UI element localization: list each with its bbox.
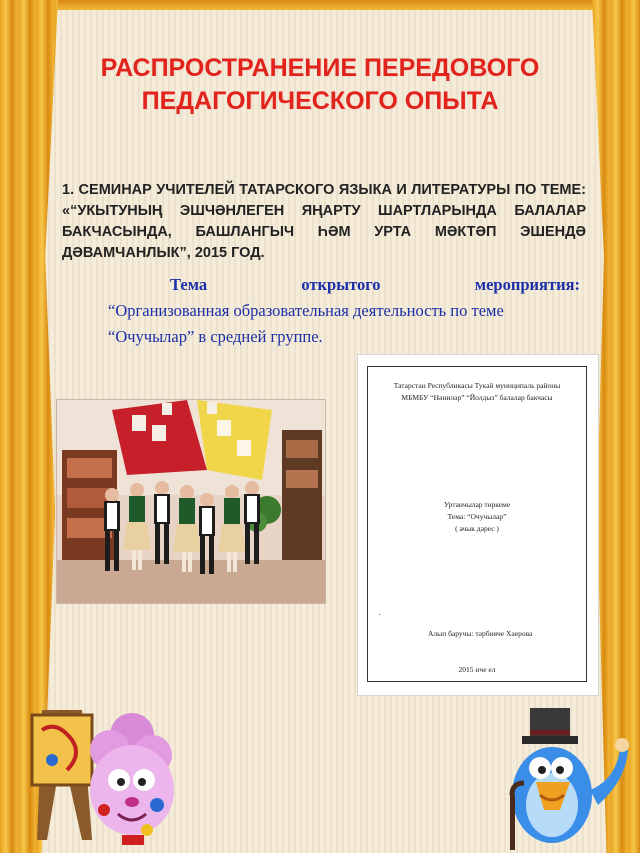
document-scan [358,355,598,695]
children-group-photo [56,399,326,604]
doc-header-line-1: Татарстан Республикасы Тукай муниципаль районы [393,381,561,390]
seminar-description: 1. СЕМИНАР УЧИТЕЛЕЙ ТАТАРСКОГО ЯЗЫКА И ЛИТЕРАТУРЫ ПО ТЕМЕ: «“УКЫТУНЫҢ ЭШЧӘНЛЕГЕН ЯҢАРТУ ШАРТЛАРЫНДА БАЛАЛАР БАКЧАСЫНДА, БАШЛАНГЫЧ ҺӘМ УРТА МӘКТӘП ЭШЕНДӘ ДӘВАМЧАНЛЫК”, 2015 ГОД. [62,182,586,261]
theme-block [108,272,580,350]
doc-topic-line-3: ( ачык дәрес ) [455,524,499,533]
doc-topic-line-2: Тема: “Очучылар” [447,512,507,521]
doc-topic-line-1: Уртанчылар төркеме [443,500,511,509]
bird-with-hat-illustration [500,700,630,853]
photo-illustration [57,400,325,603]
doc-author-line: Алып баручы: тәрбияче Хәерова [428,629,533,638]
document-frame [367,366,587,682]
slide-title: РАСПРОСТРАНЕНИЕ ПЕРЕДОВОГО ПЕДАГОГИЧЕСКОГО ОПЫТА [100,54,540,115]
doc-header-line-2: МБМБУ “Нәниләр” “Йолдыз” балалар бакчасы [401,393,553,402]
theme-text: “Организованная образовательная деятельность по теме “Очучылар” в средней группе. [108,301,504,346]
curtain-valance [0,0,640,10]
bird-with-hat-icon [500,700,630,853]
doc-mark: · [378,610,381,619]
painter-sheep-icon [22,690,182,853]
painter-sheep-illustration [22,690,182,853]
theme-label: Тема открытого мероприятия: [170,275,580,294]
doc-year-line: 2015 нче ел [458,665,496,674]
